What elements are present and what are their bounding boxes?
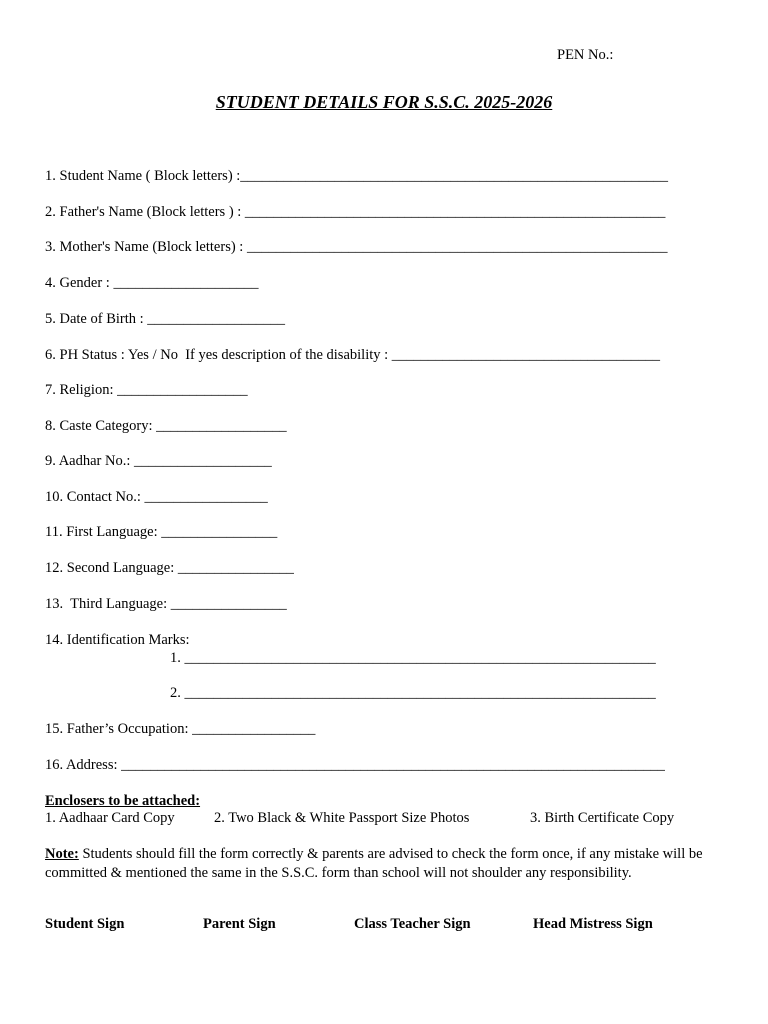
field-second-language: 12. Second Language: ________________ <box>45 560 294 576</box>
field-religion: 7. Religion: __________________ <box>45 382 248 398</box>
field-aadhar-number: 9. Aadhar No.: ___________________ <box>45 453 272 469</box>
identification-mark-2: 2. _________________________________________________________________ <box>170 685 656 701</box>
field-caste-category: 8. Caste Category: __________________ <box>45 418 287 434</box>
class-teacher-sign-label: Class Teacher Sign <box>354 916 471 932</box>
field-mother-name: 3. Mother's Name (Block letters) : __________________________________________________________ <box>45 239 668 255</box>
field-gender: 4. Gender : ____________________ <box>45 275 259 291</box>
enclosure-item: 3. Birth Certificate Copy <box>530 810 675 826</box>
field-identification-marks: 14. Identification Marks: <box>45 632 190 648</box>
pen-number-label: PEN No.: <box>557 47 614 63</box>
field-father-name: 2. Father's Name (Block letters ) : __________________________________________________________ <box>45 204 666 220</box>
enclosure-item: 1. Aadhaar Card Copy <box>45 810 175 826</box>
head-mistress-sign-label: Head Mistress Sign <box>533 916 653 932</box>
field-third-language: 13. Third Language: ________________ <box>45 596 287 612</box>
field-ph-status: 6. PH Status : Yes / No If yes description of the disability : _____________________________________ <box>45 347 661 363</box>
field-contact-number: 10. Contact No.: _________________ <box>45 489 268 505</box>
parent-sign-label: Parent Sign <box>203 916 276 932</box>
note-text: Students should fill the form correctly & parents are advised to check the form once, if any mistake will be committed & mentioned the same in the S.S.C. form than school will not shoulder any responsibility. <box>45 846 703 881</box>
field-student-name: 1. Student Name ( Block letters) :___________________________________________________________ <box>45 168 669 184</box>
note-paragraph <box>45 845 725 883</box>
note-label: Note: <box>45 846 79 862</box>
field-address: 16. Address: ___________________________________________________________________________ <box>45 757 665 773</box>
student-sign-label: Student Sign <box>45 916 125 932</box>
page-title: STUDENT DETAILS FOR S.S.C. 2025-2026 <box>215 92 553 112</box>
identification-mark-1: 1. _________________________________________________________________ <box>170 650 656 666</box>
enclosures-heading: Enclosers to be attached: <box>45 793 201 809</box>
field-date-of-birth: 5. Date of Birth : ___________________ <box>45 311 286 327</box>
field-father-occupation: 15. Father’s Occupation: _________________ <box>45 721 316 737</box>
field-first-language: 11. First Language: ________________ <box>45 524 278 540</box>
enclosure-item: 2. Two Black & White Passport Size Photos <box>214 810 470 826</box>
